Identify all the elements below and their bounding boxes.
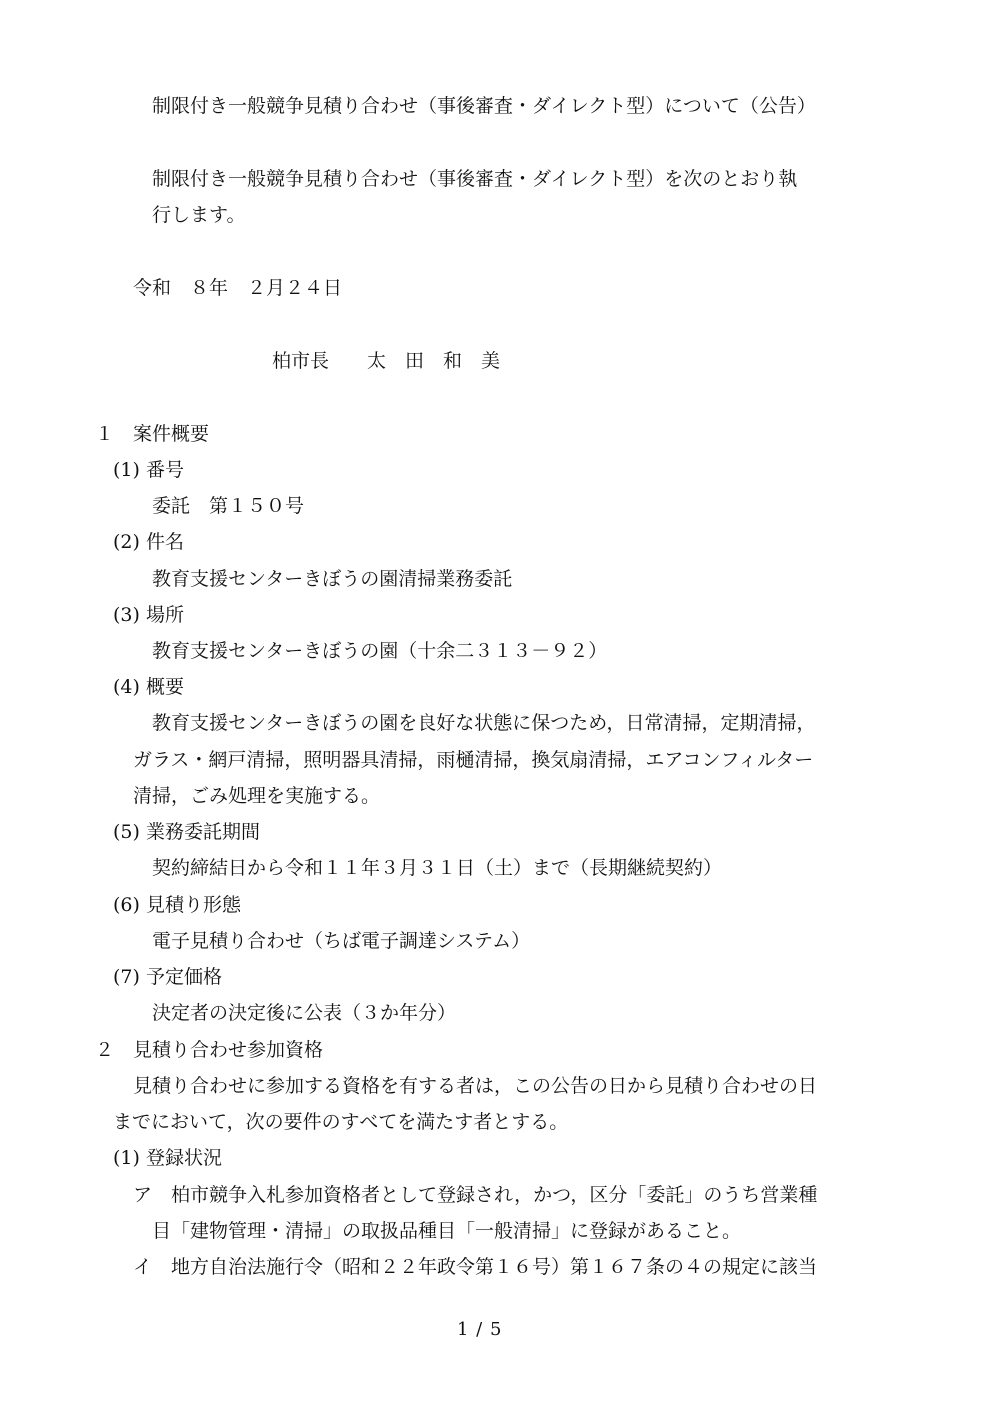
item-6-value: 電子見積り合わせ（ちば電子調達システム） [152,930,531,952]
requirement-a-line-1: ア 柏市競争入札参加資格者として登録され，かつ，区分「委託」のうち営業種 [133,1184,818,1206]
item-6-label: (6) 見積り形態 [113,894,241,916]
page-number: 1 / 5 [457,1319,503,1340]
item-4-line-1: 教育支援センターきぼうの園を良好な状態に保つため，日常清掃，定期清掃， [152,712,816,734]
section-1-heading: １ 案件概要 [95,423,210,445]
item-3-label: (3) 場所 [113,604,184,626]
item-2-value: 教育支援センターきぼうの園清掃業務委託 [152,568,513,590]
item-7-value: 決定者の決定後に公表（３か年分） [152,1002,457,1024]
section-2-heading: ２ 見積り合わせ参加資格 [95,1039,324,1061]
item-5-value: 契約締結日から令和１１年３月３１日（土）まで（長期継続契約） [152,857,723,879]
notice-date: 令和 ８年 ２月２４日 [133,277,343,299]
section-2-intro-2: までにおいて，次の要件のすべてを満たす者とする。 [113,1111,569,1133]
registration-label: (1) 登録状況 [113,1147,222,1169]
item-5-label: (5) 業務委託期間 [113,821,260,843]
item-2-label: (2) 件名 [113,531,184,553]
requirement-a-line-2: 目「建物管理・清掃」の取扱品種目「一般清掃」に登録があること。 [152,1220,742,1242]
document-title: 制限付き一般競争見積り合わせ（事後審査・ダイレクト型）について（公告） [152,95,816,117]
section-2-intro-1: 見積り合わせに参加する資格を有する者は，この公告の日から見積り合わせの日 [133,1075,818,1097]
item-4-label: (4) 概要 [113,676,184,698]
item-1-label: (1) 番号 [113,459,184,481]
item-3-value: 教育支援センターきぼうの園（十余二３１３－９２） [152,640,608,662]
item-7-label: (7) 予定価格 [113,966,222,988]
item-4-line-2: ガラス・網戸清掃，照明器具清掃，雨樋清掃，換気扇清掃，エアコンフィルター [133,749,814,771]
item-4-line-3: 清掃，ごみ処理を実施する。 [133,785,381,807]
issuer-name: 柏市長 太 田 和 美 [272,350,501,372]
intro-line-1: 制限付き一般競争見積り合わせ（事後審査・ダイレクト型）を次のとおり執 [152,168,798,190]
requirement-b-line-1: イ 地方自治法施行令（昭和２２年政令第１６号）第１６７条の４の規定に該当 [133,1256,818,1278]
intro-line-2: 行します。 [152,204,246,226]
item-1-value: 委託 第１５０号 [152,495,305,517]
